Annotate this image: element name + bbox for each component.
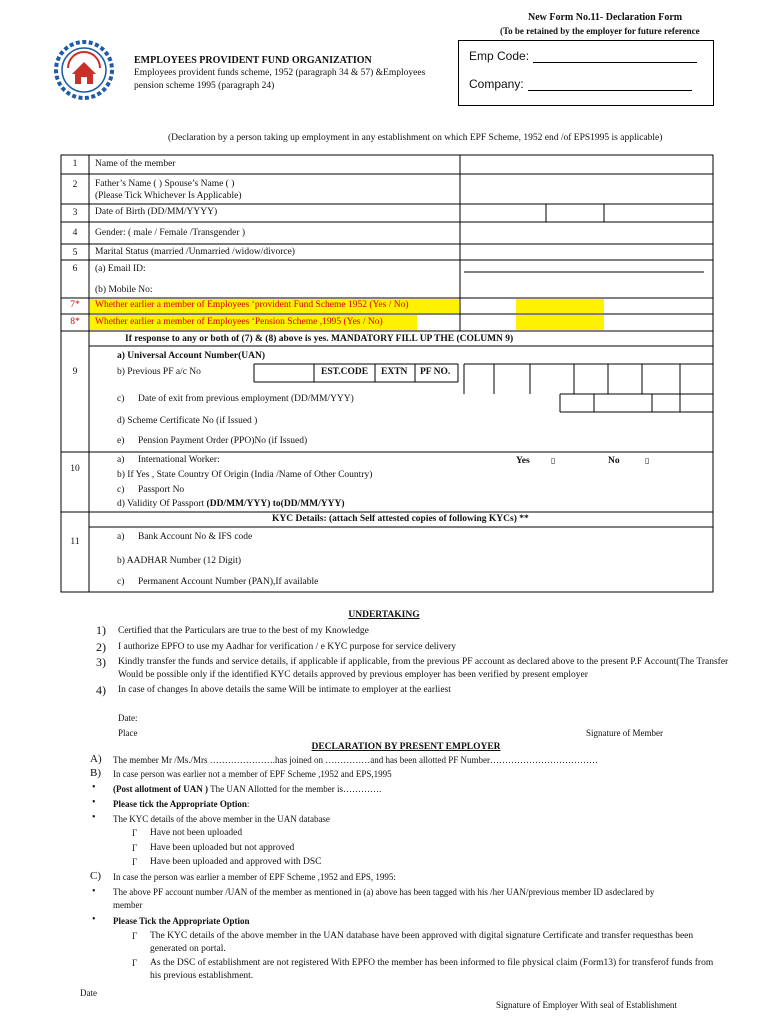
est-code-label: EST.CODE xyxy=(321,367,369,377)
option-kyc-approved-continued: generated on portal. xyxy=(150,944,226,954)
option-dsc-not-registered-continued: his previous establishment. xyxy=(150,971,254,981)
option-not-uploaded: Have not been uploaded xyxy=(150,828,243,838)
earlier-member-line: In case the person was earlier a member of EPF Scheme ,1952 and EPS, 1995: xyxy=(113,872,396,882)
member-place-label: Place xyxy=(118,728,138,738)
country-origin-label: b) If Yes , State Country Of Origin (India /Name of Other Country) xyxy=(117,470,373,480)
tick-option-heading: Please Tick the Appropriate Option xyxy=(113,916,250,926)
eps-member-question: Whether earlier a member of Employees ‘Pension Scheme ,1995 (Yes / No) xyxy=(95,317,383,327)
mobile-label: (b) Mobile No: xyxy=(95,285,153,295)
section-marker: A) xyxy=(90,753,102,765)
bullet-icon: • xyxy=(92,812,96,823)
yes-checkbox[interactable]: ▯ xyxy=(551,456,556,465)
option-tick-box[interactable]: Γ xyxy=(132,843,138,853)
undertaking-item: Certified that the Particulars are true to the best of my Knowledge xyxy=(118,626,369,636)
item-marker: c) xyxy=(117,577,125,587)
option-uploaded-not-approved: Have been uploaded but not approved xyxy=(150,843,295,853)
name-of-member-label: Name of the member xyxy=(95,159,176,169)
international-worker-label: International Worker: xyxy=(138,455,220,465)
tick-option-colon: : xyxy=(246,799,250,809)
form-subtitle: (To be retained by the employer for future reference xyxy=(500,26,700,36)
option-tick-box[interactable]: Γ xyxy=(132,857,138,867)
uan-allotment-text: The UAN Allotted for the member is…………. xyxy=(207,784,382,794)
employer-signature-label: Signature of Employer With seal of Establishment xyxy=(496,1000,677,1010)
member-signature-label: Signature of Member xyxy=(586,728,663,738)
passport-validity-label xyxy=(117,499,345,509)
kyc-header: KYC Details: (attach Self attested copies of following KYCs) ** xyxy=(272,514,529,524)
row-number: 11 xyxy=(70,537,80,547)
row7-answer-highlight[interactable] xyxy=(516,299,604,313)
prev-pf-label: b) Previous PF a/c No xyxy=(117,367,201,377)
item-marker: e) xyxy=(117,436,125,446)
undertaking-number: 4) xyxy=(96,683,106,697)
tick-option-bold: Please tick the Appropriate Option xyxy=(113,799,247,809)
passport-validity-format: (DD/MM/YYY) to(DD/MM/YYY) xyxy=(206,499,345,509)
declaration-intro: (Declaration by a person taking up employment in any establishment on which EPF Scheme, 1952 end /of EPS1995 is applicable) xyxy=(168,133,663,143)
row-number: 4 xyxy=(72,228,78,238)
row-number: 9 xyxy=(72,367,78,377)
uan-tagged-line: The above PF account number /UAN of the member as mentioned in (a) above has been tagged with his /her UAN/previous member ID asdeclared by xyxy=(113,887,655,897)
father-spouse-label: Father’s Name ( ) Spouse’s Name ( ) xyxy=(95,179,235,189)
email-label: (a) Email ID: xyxy=(95,264,146,274)
dob-label: Date of Birth (DD/MM/YYYY) xyxy=(95,207,218,217)
option-tick-box[interactable]: Γ xyxy=(132,828,138,838)
member-join-line: The member Mr /Ms./Mrs ………………….has joined on ……………and has been allotted PF Number……………………………… xyxy=(113,755,598,765)
member-date-label: Date: xyxy=(118,713,138,723)
row8-answer-highlight[interactable] xyxy=(516,315,604,330)
gender-label: Gender: ( male / Female /Transgender ) xyxy=(95,228,246,238)
no-label: No xyxy=(608,456,620,466)
epf-member-question: Whether earlier a member of Employees ‘provident Fund Scheme 1952 (Yes / No) xyxy=(95,300,409,310)
org-name: EMPLOYEES PROVIDENT FUND ORGANIZATION xyxy=(134,55,372,66)
section-marker: B) xyxy=(90,767,101,779)
bullet-icon: • xyxy=(92,797,96,808)
yes-label: Yes xyxy=(516,456,530,466)
row-number: 3 xyxy=(72,208,78,218)
bullet-icon: • xyxy=(92,886,96,897)
item-marker: a) xyxy=(117,532,125,542)
org-scheme-line-2: pension scheme 1995 (paragraph 24) xyxy=(134,81,275,91)
bullet-icon: • xyxy=(92,782,96,793)
undertaking-number: 1) xyxy=(96,623,106,637)
option-dsc-not-registered: As the DSC of establishment are not registered With EPFO the member has been informed to file physical claim (Form13) for transferof funds from xyxy=(150,958,714,968)
not-member-line: In case person was earlier not a member of EPF Scheme ,1952 and EPS,1995 xyxy=(113,769,392,779)
form-title: New Form No.11- Declaration Form xyxy=(528,12,683,23)
bank-account-label: Bank Account No & IFS code xyxy=(138,532,253,542)
undertaking-item: In case of changes In above details the same Will be intimate to employer at the earliest xyxy=(118,685,451,695)
date-of-exit-label: Date of exit from previous employment (DD/MM/YYY) xyxy=(138,394,354,404)
extn-label: EXTN xyxy=(381,367,408,377)
pf-no-label: PF NO. xyxy=(420,367,451,377)
row-number: 2 xyxy=(72,180,78,190)
employer-declaration-title: DECLARATION BY PRESENT EMPLOYER xyxy=(311,742,501,752)
uan-allotment-line xyxy=(113,784,381,794)
column9-instruction: If response to any or both of (7) & (8) above is yes. MANDATORY FILL UP THE (COLUMN 9) xyxy=(125,334,514,344)
item-marker: c) xyxy=(117,394,125,404)
undertaking-item-continued: Would be possible only if the identified KYC details approved by previous employer has been verified by present employer xyxy=(118,670,588,680)
option-tick-box[interactable]: Γ xyxy=(132,931,138,941)
company-label: Company: xyxy=(469,77,524,91)
option-tick-box[interactable]: Γ xyxy=(132,958,138,968)
row-number: 5 xyxy=(72,248,78,258)
uan-allotment-bold: (Post allotment of UAN ) xyxy=(113,784,208,794)
bullet-icon: • xyxy=(92,914,96,925)
option-kyc-approved: The KYC details of the above member in the UAN database have been approved with digital signature Certificate and transfer requesthas been xyxy=(150,931,694,941)
uan-label: a) Universal Account Number(UAN) xyxy=(117,351,266,361)
father-spouse-hint: (Please Tick Whichever Is Applicable) xyxy=(95,191,242,201)
ppo-label: Pension Payment Order (PPO)No (if Issued) xyxy=(138,436,308,446)
row-number: 7* xyxy=(70,300,80,310)
tick-option-line xyxy=(113,799,249,809)
emp-code-label: Emp Code: xyxy=(469,49,530,63)
aadhar-label: b) AADHAR Number (12 Digit) xyxy=(117,556,242,566)
org-scheme-line-1: Employees provident funds scheme, 1952 (paragraph 34 & 57) &Employees xyxy=(134,68,426,78)
undertaking-title: UNDERTAKING xyxy=(348,610,420,620)
row-number: 10 xyxy=(70,464,80,474)
undertaking-item: I authorize EPFO to use my Aadhar for verification / e KYC purpose for service delivery xyxy=(118,642,456,652)
passport-validity-text: d) Validity Of Passport xyxy=(117,499,207,509)
kyc-uan-line: The KYC details of the above member in the UAN database xyxy=(113,814,330,824)
item-marker: a) xyxy=(117,455,125,465)
undertaking-number: 2) xyxy=(96,640,106,654)
employer-date-label: Date xyxy=(80,988,97,998)
option-approved-dsc: Have been uploaded and approved with DSC xyxy=(150,857,322,867)
scheme-certificate-label: d) Scheme Certificate No (if Issued ) xyxy=(117,416,258,426)
section-marker: C) xyxy=(90,870,101,882)
undertaking-item: Kindly transfer the funds and service details, if applicable if applicable, from the previous PF account as declared above to the present P.F Account(The Transfer xyxy=(118,657,729,667)
pan-label: Permanent Account Number (PAN),If available xyxy=(138,577,319,587)
uan-tagged-line-continued: member xyxy=(113,900,143,910)
row-number: 1 xyxy=(72,159,78,169)
marital-status-label: Marital Status (married /Unmarried /widow/divorce) xyxy=(95,247,295,257)
passport-no-label: Passport No xyxy=(138,485,185,495)
undertaking-number: 3) xyxy=(96,655,106,669)
no-checkbox[interactable]: ▯ xyxy=(645,456,650,465)
item-marker: c) xyxy=(117,485,125,495)
row-number: 8* xyxy=(70,317,80,327)
row-number: 6 xyxy=(72,264,78,274)
